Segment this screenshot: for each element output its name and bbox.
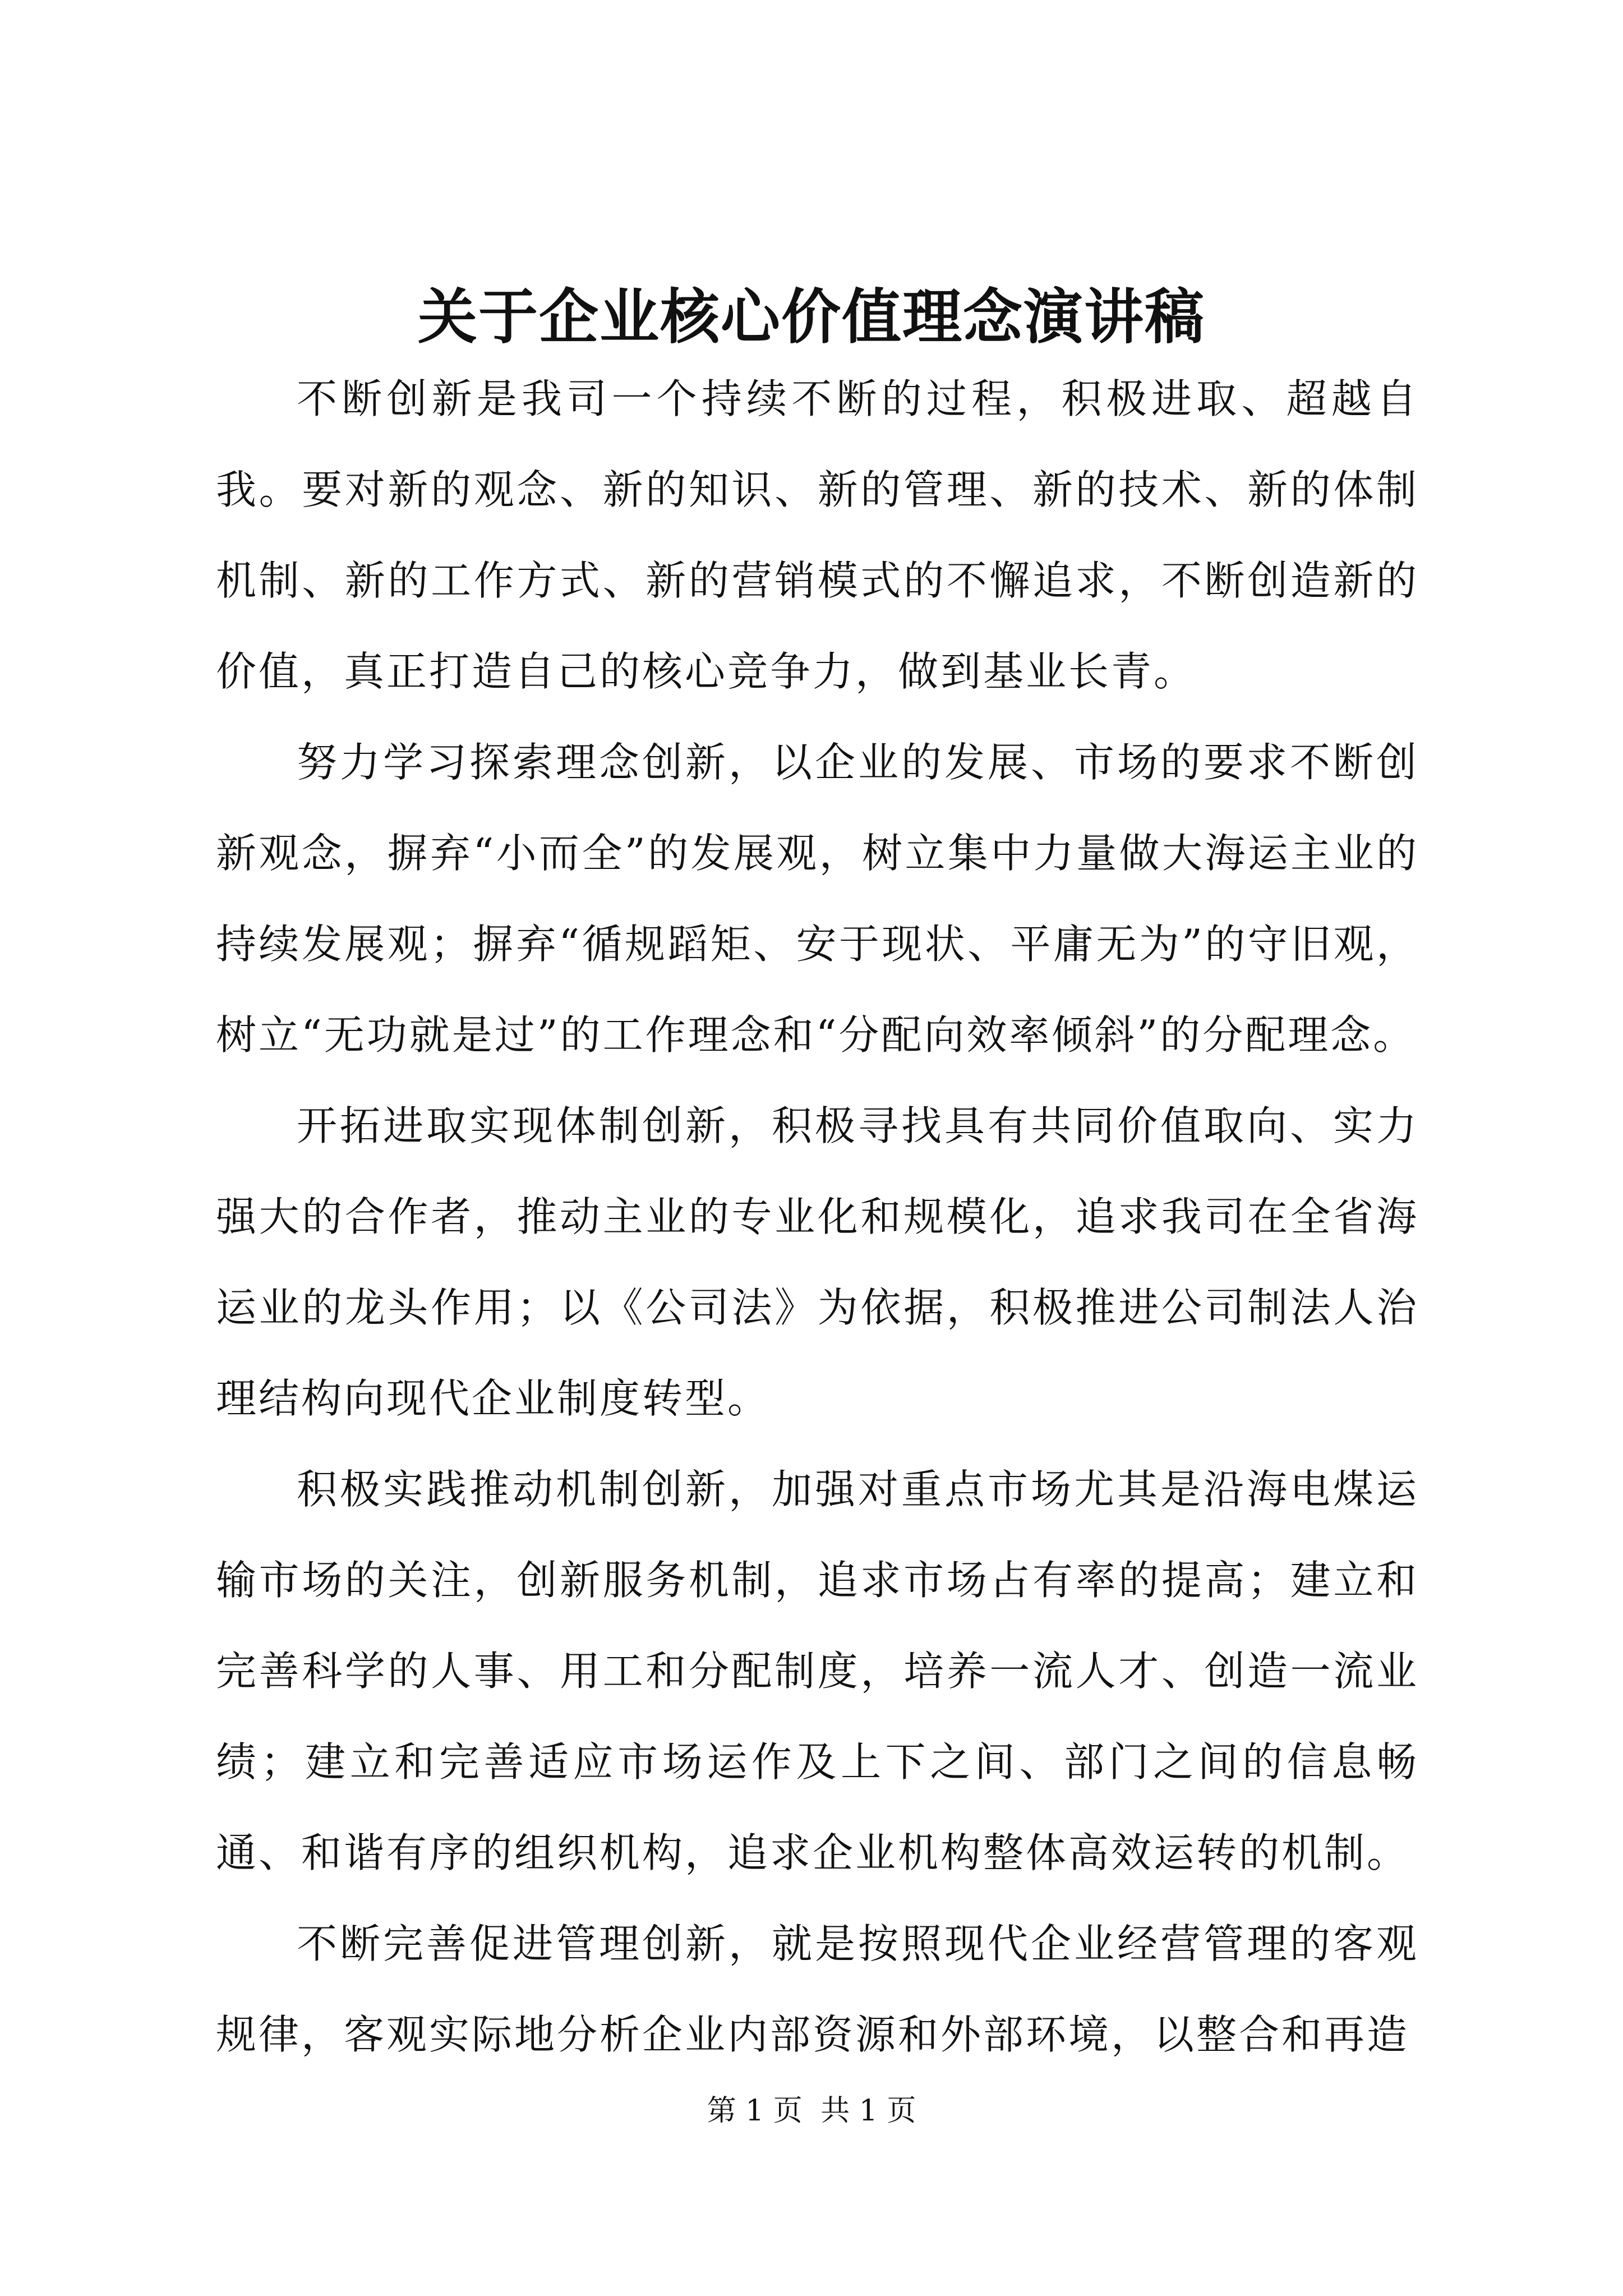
page-total: 共 1 页 — [820, 2094, 916, 2128]
paragraph: 不断完善促进管理创新，就是按照现代企业经营管理的客观规律，客观实际地分析企业内部资源和外部环境，以整合和再造 — [216, 1920, 1419, 2058]
page-number: 第 1 页 — [707, 2094, 803, 2128]
paragraph: 努力学习探索理念创新，以企业的发展、市场的要求不断创新观念，摒弃“小而全”的发展观，树立集中力量做大海运主业的持续发展观；摒弃“循规蹈矩、安于现状、平庸无为”的守旧观，树立“无功就是过”的工作理念和“分配向效率倾斜”的分配理念。 — [216, 739, 1419, 1059]
document-title: 关于企业核心价值理念演讲稿 — [418, 282, 1205, 352]
paragraph: 开拓进取实现体制创新，积极寻找具有共同价值取向、实力强大的合作者，推动主业的专业化和规模化，追求我司在全省海运业的龙头作用；以《公司法》为依据，积极推进公司制法人治理结构向现代企业制度转型。 — [216, 1102, 1419, 1422]
paragraph: 不断创新是我司一个持续不断的过程，积极进取、超越自我。要对新的观念、新的知识、新的管理、新的技术、新的体制机制、新的工作方式、新的营销模式的不懈追求，不断创造新的价值，真正打造自己的核心竞争力，做到基业长青。 — [216, 375, 1419, 695]
document-body — [216, 353, 1419, 2080]
paragraph: 积极实践推动机制创新，加强对重点市场尤其是沿海电煤运输市场的关注，创新服务机制，追求市场占有率的提高；建立和完善科学的人事、用工和分配制度，培养一流人才、创造一流业绩；建立和完善适应市场运作及上下之间、部门之间的信息畅通、和谐有序的组织机构，追求企业机构整体高效运转的机制。 — [216, 1466, 1419, 1876]
page-footer — [0, 2091, 1623, 2131]
